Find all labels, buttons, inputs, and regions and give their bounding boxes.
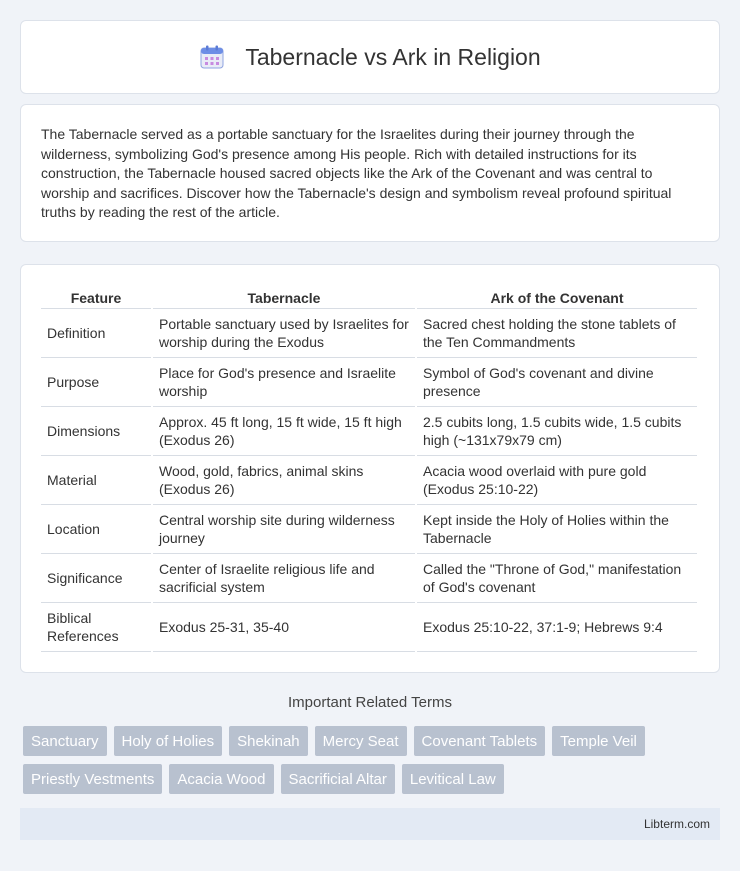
intro-text: The Tabernacle served as a portable sanctuary for the Israelites during their journey through the wilderness, symbolizing God's presence among His people. Rich with detailed instructions for its construction, the Tabernacle housed sacred objects like the Ark of the Covenant and was central to worship and sacrifices. Discover how the Tabernacle's design and symbolism reveal profound spiritual truths by reading the rest of the article. bbox=[41, 126, 672, 221]
term-tag[interactable]: Temple Veil bbox=[552, 726, 645, 756]
table-row bbox=[41, 505, 697, 554]
row-feature: Purpose bbox=[41, 358, 151, 407]
page-title: Tabernacle vs Ark in Religion bbox=[245, 43, 541, 70]
term-tag[interactable]: Acacia Wood bbox=[169, 764, 273, 794]
row-ark: Exodus 25:10-22, 37:1-9; Hebrews 9:4 bbox=[417, 603, 697, 652]
row-tabernacle: Approx. 45 ft long, 15 ft wide, 15 ft high (Exodus 26) bbox=[153, 407, 415, 456]
related-terms-list bbox=[23, 726, 723, 794]
row-ark: Called the "Throne of God," manifestation of God's covenant bbox=[417, 554, 697, 603]
footer bbox=[20, 808, 720, 840]
row-tabernacle: Exodus 25-31, 35-40 bbox=[153, 603, 415, 652]
term-tag[interactable]: Priestly Vestments bbox=[23, 764, 162, 794]
term-tag[interactable]: Covenant Tablets bbox=[414, 726, 546, 756]
row-feature: Biblical References bbox=[41, 603, 151, 652]
row-tabernacle: Wood, gold, fabrics, animal skins (Exodus 26) bbox=[153, 456, 415, 505]
row-tabernacle: Center of Israelite religious life and sacrificial system bbox=[153, 554, 415, 603]
footer-site-link[interactable]: Libterm.com bbox=[643, 817, 710, 831]
table-row bbox=[41, 309, 697, 358]
table-row bbox=[41, 554, 697, 603]
row-feature: Dimensions bbox=[41, 407, 151, 456]
row-ark: Acacia wood overlaid with pure gold (Exodus 25:10-22) bbox=[417, 456, 697, 505]
table-row bbox=[41, 456, 697, 505]
row-feature: Location bbox=[41, 505, 151, 554]
row-ark: 2.5 cubits long, 1.5 cubits wide, 1.5 cubits high (~131x79x79 cm) bbox=[417, 407, 697, 456]
term-tag[interactable]: Sanctuary bbox=[23, 726, 107, 756]
table-row bbox=[41, 407, 697, 456]
term-tag[interactable]: Mercy Seat bbox=[315, 726, 407, 756]
row-ark: Kept inside the Holy of Holies within the Tabernacle bbox=[417, 505, 697, 554]
table-row bbox=[41, 358, 697, 407]
row-feature: Material bbox=[41, 456, 151, 505]
column-header-feature: Feature bbox=[41, 285, 151, 309]
row-ark: Sacred chest holding the stone tablets of the Ten Commandments bbox=[417, 309, 697, 358]
column-header-tabernacle: Tabernacle bbox=[153, 285, 415, 309]
term-tag[interactable]: Shekinah bbox=[229, 726, 308, 756]
comparison-table-card bbox=[20, 264, 720, 673]
term-tag[interactable]: Sacrificial Altar bbox=[281, 764, 395, 794]
comparison-table bbox=[39, 285, 699, 652]
table-header-row bbox=[41, 285, 697, 309]
table-row bbox=[41, 603, 697, 652]
term-tag[interactable]: Holy of Holies bbox=[114, 726, 223, 756]
header-card bbox=[20, 20, 720, 94]
row-ark: Symbol of God's covenant and divine presence bbox=[417, 358, 697, 407]
term-tag[interactable]: Levitical Law bbox=[402, 764, 504, 794]
row-feature: Definition bbox=[41, 309, 151, 358]
row-tabernacle: Central worship site during wilderness journey bbox=[153, 505, 415, 554]
calendar-icon bbox=[199, 44, 225, 70]
row-tabernacle: Portable sanctuary used by Israelites for worship during the Exodus bbox=[153, 309, 415, 358]
intro-card bbox=[20, 104, 720, 242]
row-tabernacle: Place for God's presence and Israelite worship bbox=[153, 358, 415, 407]
related-terms-title: Important Related Terms bbox=[288, 694, 452, 711]
column-header-ark: Ark of the Covenant bbox=[417, 285, 697, 309]
row-feature: Significance bbox=[41, 554, 151, 603]
